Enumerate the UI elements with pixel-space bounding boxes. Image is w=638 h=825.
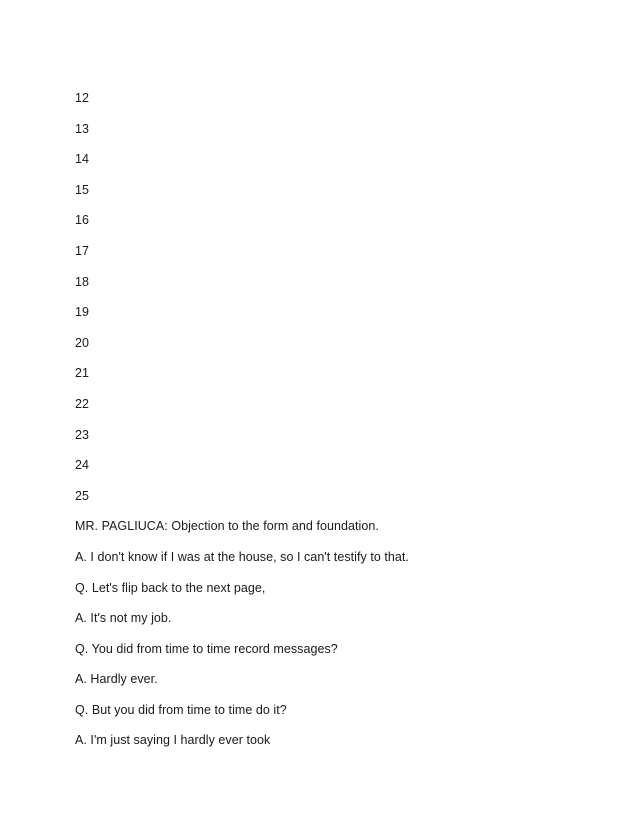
line-number: 20 — [75, 335, 90, 350]
line-number: 23 — [75, 427, 90, 442]
line-number: 16 — [75, 213, 90, 228]
line-number: 19 — [75, 305, 90, 320]
transcript-text-line: A. Hardly ever. — [75, 672, 158, 687]
line-number: 13 — [75, 121, 90, 136]
line-number: 18 — [75, 274, 90, 289]
transcript-text-line: Q. But you did from time to time do it? — [75, 702, 287, 717]
transcript-text-line: A. I don't know if I was at the house, so I can't testify to that. — [75, 549, 409, 564]
line-number: 21 — [75, 366, 90, 381]
line-number: 14 — [75, 152, 90, 167]
transcript-text-line: Q. Let's flip back to the next page, — [75, 580, 266, 595]
line-number: 24 — [75, 458, 90, 473]
transcript-text-line: A. It's not my job. — [75, 611, 172, 626]
transcript-text-line: Q. You did from time to time record messages? — [75, 641, 338, 656]
line-number: 15 — [75, 182, 90, 197]
line-number: 22 — [75, 396, 90, 411]
line-number: 12 — [75, 91, 90, 105]
transcript-text-line: A. I'm just saying I hardly ever took — [75, 733, 271, 748]
line-number: 25 — [75, 488, 90, 503]
line-number: 17 — [75, 243, 90, 258]
transcript-lines — [75, 89, 409, 762]
transcript-text-line: MR. PAGLIUCA: Objection to the form and foundation. — [75, 519, 379, 534]
